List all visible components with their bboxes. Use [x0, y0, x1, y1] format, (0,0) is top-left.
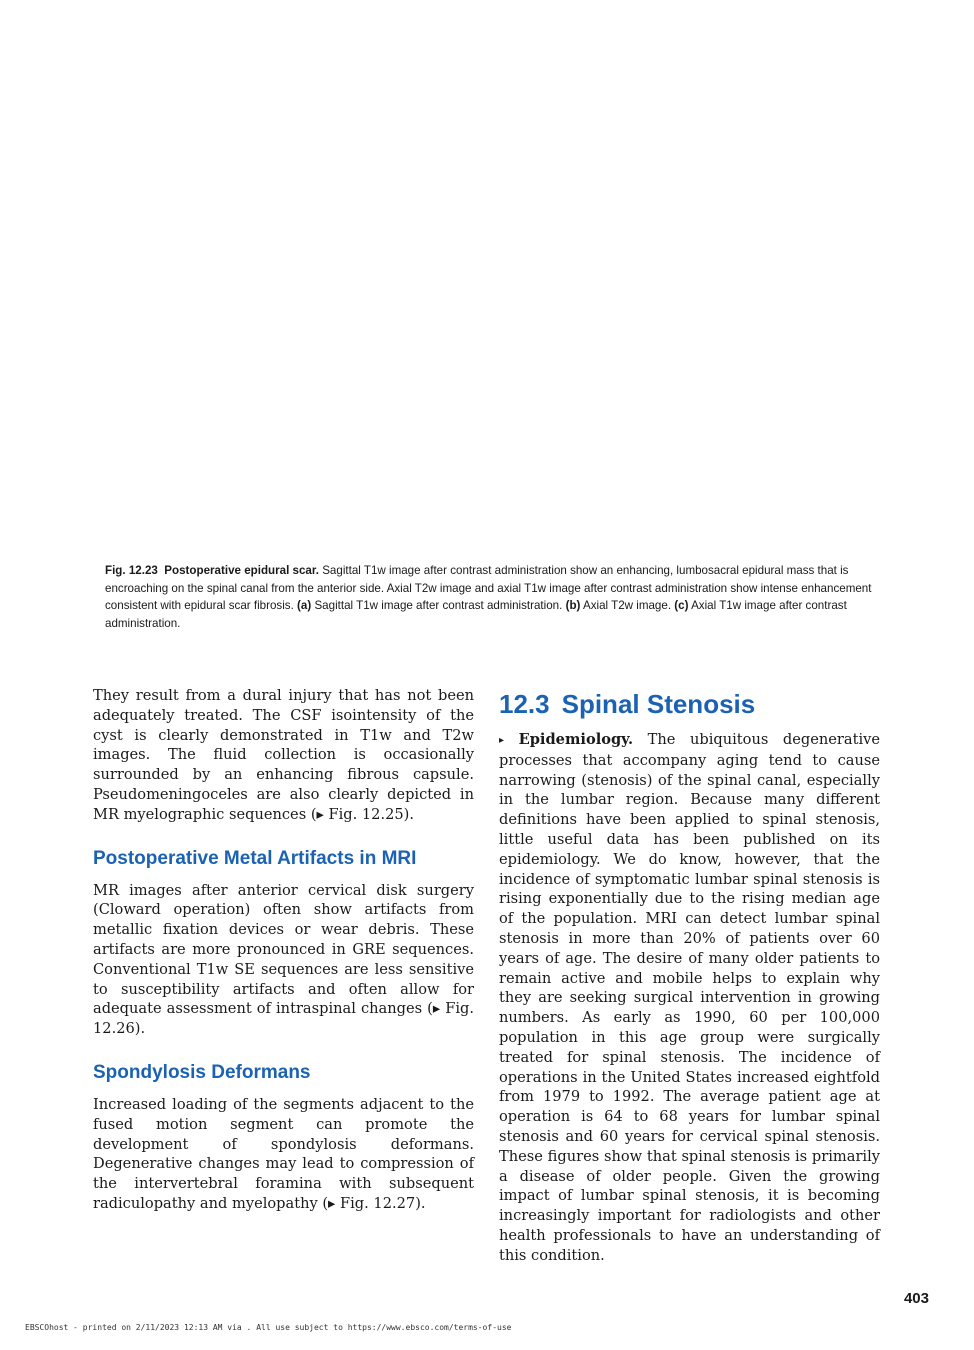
paragraph-text: The ubiquitous degenerative processes that accompany aging tend to cause narrowing (stenosis) of the spinal canal, especially in the lumbar region. Because many different definitions have been applied to spinal stenosis, little useful data has been published on its epidemiology. We do know, however, that the incidence of symptomatic lumbar spinal stenosis is rising exponentially due to the rising median age of the population. MRI can detect lumbar spinal stenosis in more than 20% of patients over 60 years of age. The desire of many older patients to remain active and mobile helps to explain why they are seeking surgical intervention in growing numbers. As early as 1990, 60 per 100,000 population in this age group were surgically treated for spinal stenosis. The incidence of operations in the United States increased eightfold from 1979 to 1992. The average patient age at operation is 64 to 68 years for lumbar spinal stenosis and 60 years for cervical spinal stenosis. These figures show that spinal stenosis is primarily a disease of older people. Given the growing impact of lumbar spinal stenosis, it is becoming increasingly important for radiologists and other health professionals to have an understanding of this condition.	[499, 731, 880, 1264]
paragraph-text: MR images after anterior cervical disk surgery (Cloward operation) often show artifacts from metallic fixation devices or wear debris. These artifacts are more pronounced in GRE sequences. Conventional T1w SE sequences are less sensitive to susceptibility artifacts and often allow for adequate assessment of intraspinal changes	[93, 881, 474, 1018]
heading-metal-artifacts: Postoperative Metal Artifacts in MRI	[93, 847, 417, 869]
paragraph-epidemiology	[499, 730, 880, 1266]
left-column	[93, 686, 474, 1214]
footer-note: EBSCOhost - printed on 2/11/2023 12:13 AM via . All use subject to https://www.ebsco.com/terms-of-use	[25, 1323, 512, 1332]
paragraph-metal-artifacts	[93, 881, 474, 1039]
caption-part-c-label: (c)	[674, 599, 689, 612]
figure-image-area	[104, 40, 870, 550]
section-title: Spinal Stenosis	[561, 689, 756, 719]
caption-text: Sagittal T1w image after contrast administration show an enhancing, lumbosacral epidural mass that is encroaching on the spinal canal from the anterior side. Axial T2w image and axial T1w image after contrast administration show intense enhancement consistent with epidural scar fibrosis.	[105, 564, 872, 612]
caption-title: Postoperative epidural scar.	[164, 564, 319, 577]
caption-part-a-text: Sagittal T1w image after contrast administration.	[314, 599, 563, 612]
run-in-heading: Epidemiology.	[518, 731, 634, 748]
figure-reference-link[interactable]: (▸ Fig. 12.25).	[310, 805, 415, 823]
paragraph-text: They result from a dural injury that has not been adequately treated. The CSF isointensity of the cyst is clearly demonstrated in T1w and T2w images. The fluid collection is occasionally surrounded by an enhancing fibrous capsule. Pseudomeningoceles are also clearly depicted in MR myelographic sequences	[93, 687, 474, 823]
paragraph-text: Increased loading of the segments adjacent to the fused motion segment can promote the development of spondylosis deformans. Degenerative changes may lead to compression of the intervertebral foramina with subsequent radiculopathy and myelopathy	[93, 1095, 474, 1212]
figure-reference-link[interactable]: (▸ Fig. 12.27).	[322, 1194, 426, 1212]
heading-spondylosis-deformans: Spondylosis Deformans	[93, 1061, 311, 1083]
caption-part-a-label: (a)	[297, 599, 312, 612]
caption-part-b-label: (b)	[565, 599, 581, 612]
section-number: 12.3	[499, 689, 550, 719]
figure-caption	[105, 562, 875, 632]
caption-part-b-text: Axial T2w image.	[582, 599, 672, 612]
triangle-marker-icon: ▸	[499, 735, 505, 746]
paragraph-spondylosis	[93, 1095, 474, 1214]
paragraph-pseudomeningocele	[93, 686, 474, 825]
right-column	[499, 688, 880, 1266]
caption-part-c-text: Axial T1w image after contrast administration.	[105, 599, 847, 630]
caption-label: Fig. 12.23	[105, 564, 158, 577]
section-heading	[499, 688, 880, 720]
page-number: 403	[903, 1290, 929, 1307]
figure-reference-link[interactable]: (▸ Fig. 12.26).	[93, 1000, 475, 1038]
